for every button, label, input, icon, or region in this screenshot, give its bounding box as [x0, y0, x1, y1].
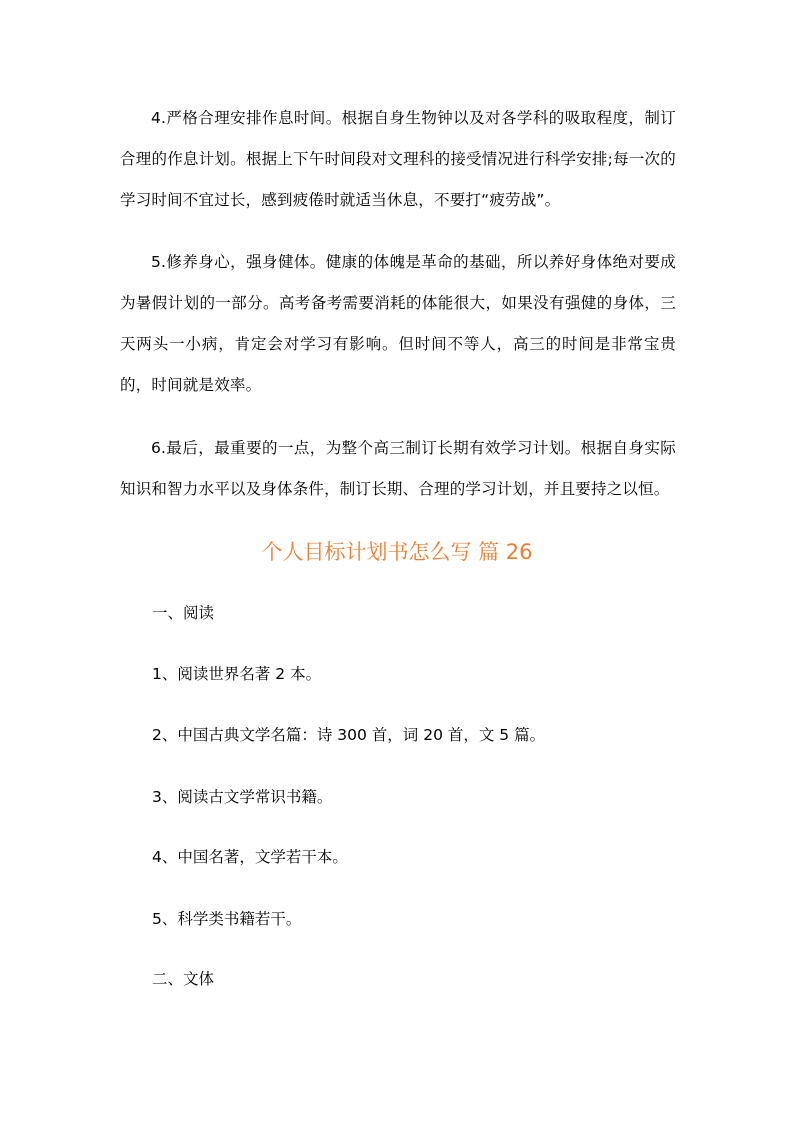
paragraph-health: 5.修养身心，强身健体。健康的体魄是革命的基础，所以养好身体绝对要成为暑假计划的一部分。高考备考需要消耗的体能很大，如果没有强健的身体，三天两头一小病，肯定会对学习有影响。但时间不等人，高三的时间是非常宝贵的，时间就是效率。	[120, 253, 676, 394]
list-item: 4、中国名著，文学若干本。	[152, 848, 348, 866]
list-item: 2、中国古典文学名篇：诗 300 首，词 20 首，文 5 篇。	[152, 726, 546, 744]
list-heading-sports: 二、文体	[152, 970, 215, 988]
list-heading-reading: 一、阅读	[152, 604, 215, 622]
list-item: 3、阅读古文学常识书籍。	[152, 788, 333, 806]
paragraph-long-term-plan: 6.最后，最重要的一点，为整个高三制订长期有效学习计划。根据自身实际知识和智力水平以及身体条件，制订长期、合理的学习计划，并且要持之以恒。	[120, 439, 676, 498]
list-item: 1、阅读世界名著 2 本。	[152, 665, 322, 683]
section-heading: 个人目标计划书怎么写 篇 26	[261, 540, 533, 564]
list-item: 5、科学类书籍若干。	[152, 910, 302, 928]
paragraph-schedule: 4.严格合理安排作息时间。根据自身生物钟以及对各学科的吸取程度，制订合理的作息计划。根据上下午时间段对文理科的接受情况进行科学安排;每一次的学习时间不宜过长，感到疲倦时就适当休息，不要打“疲劳战”。	[120, 109, 676, 209]
